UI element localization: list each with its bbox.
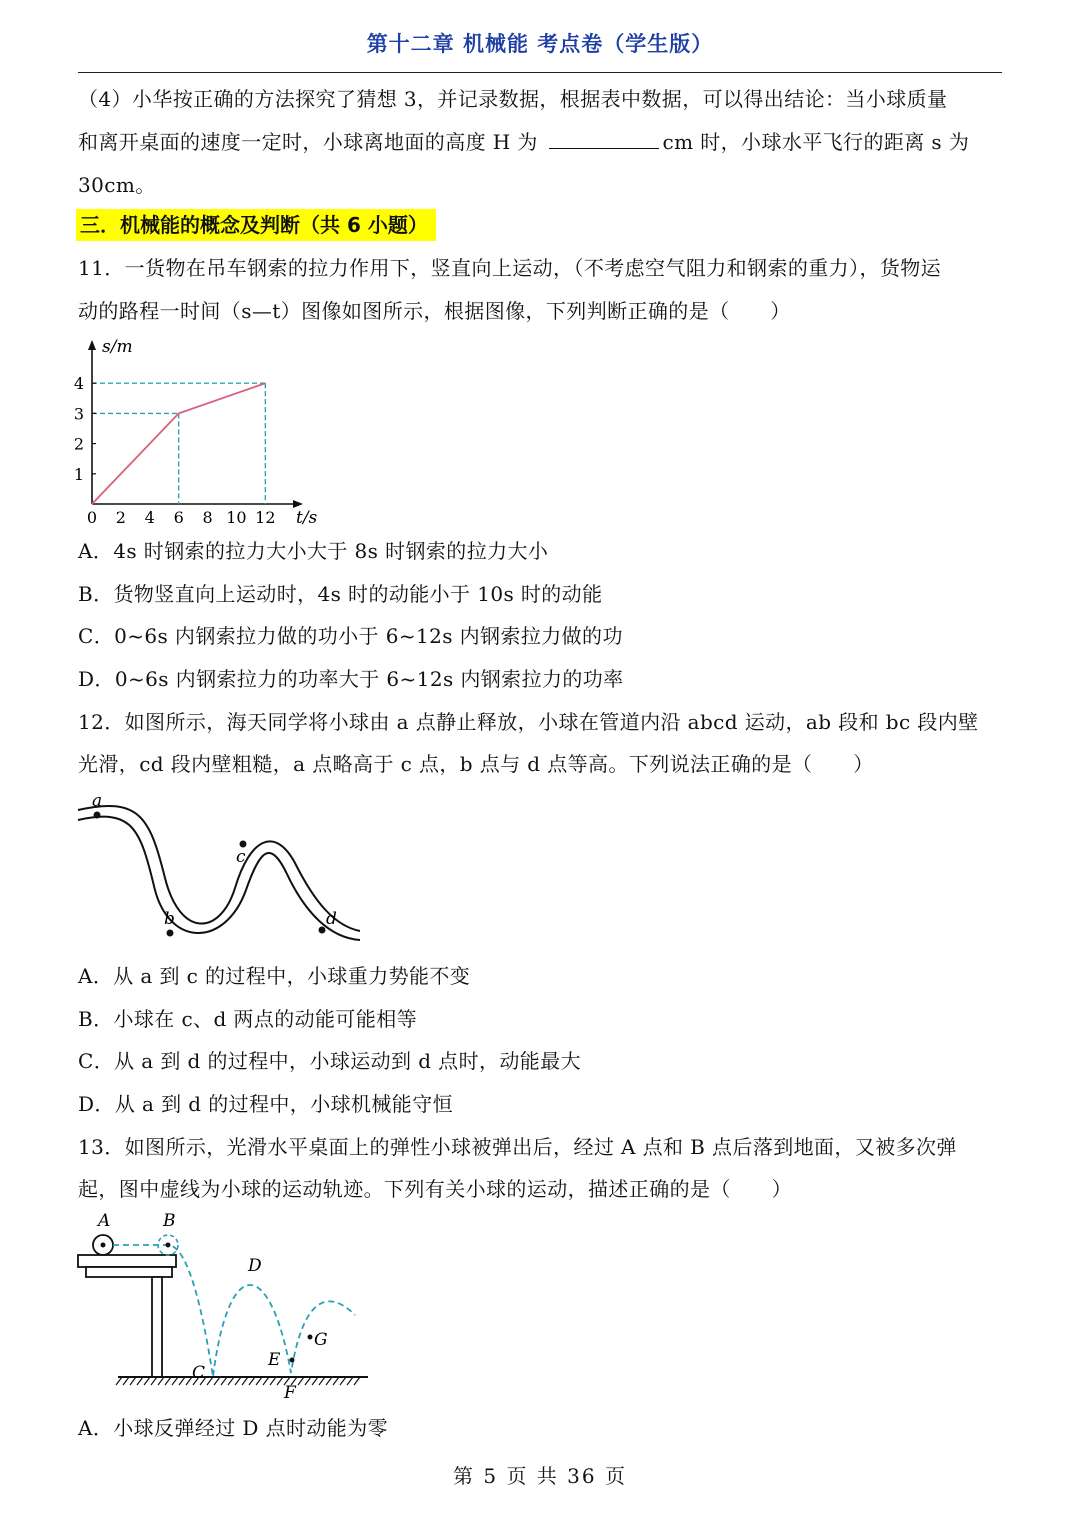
- hatch-stroke: [354, 1377, 360, 1385]
- table-top: [78, 1255, 176, 1267]
- hatch-stroke: [207, 1377, 213, 1385]
- section-3-heading: 三．机械能的概念及判断（共 6 小题）: [76, 209, 436, 241]
- hatch-stroke: [214, 1377, 220, 1385]
- hatch-stroke: [158, 1377, 164, 1385]
- hatch-stroke: [179, 1377, 185, 1385]
- hatch-stroke: [263, 1377, 269, 1385]
- label-C: C: [192, 1363, 206, 1383]
- table-ledge: [86, 1267, 172, 1277]
- hatch-stroke: [256, 1377, 262, 1385]
- point-d-dot: [319, 927, 326, 934]
- label-D: D: [248, 1256, 262, 1276]
- q10-part4-line3: 30cm。: [78, 173, 156, 197]
- q12-stem-line1: 12．如图所示，海天同学将小球由 a 点静止释放，小球在管道内沿 abcd 运动，ab 段和 bc 段内壁: [78, 710, 979, 734]
- hatch-stroke: [312, 1377, 318, 1385]
- page-footer: 第 5 页 共 36 页: [453, 1464, 627, 1488]
- x-tick-label-2: 4: [144, 508, 155, 527]
- q12-option-b[interactable]: B．小球在 c、d 两点的动能可能相等: [78, 1007, 418, 1031]
- label-a: a: [92, 791, 103, 811]
- point-b-dot: [166, 1243, 171, 1248]
- hatch-stroke: [305, 1377, 311, 1385]
- x-tick-label-0: 0: [86, 508, 98, 527]
- label-G: G: [314, 1330, 328, 1350]
- hatch-stroke: [144, 1377, 150, 1385]
- q12-option-c[interactable]: C．从 a 到 d 的过程中，小球运动到 d 点时，动能最大: [78, 1049, 581, 1073]
- hatch-stroke: [228, 1377, 234, 1385]
- q12-stem-line2: 光滑，cd 段内壁粗糙，a 点略高于 c 点，b 点与 d 点等高。下列说法正确的是（ ）: [78, 752, 874, 776]
- tube-diagram: [70, 788, 370, 948]
- tube-outer-wall: [78, 806, 360, 931]
- hatch-stroke: [116, 1377, 122, 1385]
- x-tick-label-1: 2: [115, 508, 126, 527]
- hatch-stroke: [277, 1377, 283, 1385]
- tube-inner-wall: [78, 817, 360, 940]
- q11-option-b[interactable]: B．货物竖直向上运动时，4s 时的动能小于 10s 时的动能: [78, 582, 603, 606]
- q11-stem-line2: 动的路程一时间（s—t）图像如图所示，根据图像，下列判断正确的是（ ）: [78, 299, 791, 323]
- hatch-stroke: [333, 1377, 339, 1385]
- q11-option-d[interactable]: D．0~6s 内钢索拉力的功率大于 6~12s 内钢索拉力的功率: [78, 667, 624, 691]
- x-axis-arrow: [293, 500, 303, 508]
- q10-text-after-blank: cm 时，小球水平飞行的距离 s 为: [662, 130, 970, 154]
- hatch-stroke: [242, 1377, 248, 1385]
- label-A: A: [98, 1211, 111, 1231]
- st-guides: [92, 383, 265, 504]
- x-tick-label-5: 10: [226, 508, 247, 527]
- bouncing-ball-diagram: [70, 1205, 380, 1405]
- hatch-stroke: [319, 1377, 325, 1385]
- y-tick-label-3: 4: [73, 374, 84, 394]
- q12-option-d[interactable]: D．从 a 到 d 的过程中，小球机械能守恒: [78, 1092, 453, 1116]
- ball-center-dot: [101, 1243, 106, 1248]
- point-g-dot: [308, 1335, 313, 1340]
- hatch-stroke: [165, 1377, 171, 1385]
- hatch-stroke: [137, 1377, 143, 1385]
- hatch-stroke: [123, 1377, 129, 1385]
- q11-option-c[interactable]: C．0~6s 内钢索拉力做的功小于 6~12s 内钢索拉力做的功: [78, 624, 623, 648]
- hatch-stroke: [347, 1377, 353, 1385]
- label-d: d: [326, 909, 337, 929]
- hatch-stroke: [172, 1377, 178, 1385]
- q10-part4-line2: [78, 128, 1002, 156]
- x-tick-label-3: 6: [173, 508, 184, 527]
- y-tick-label-2: 3: [73, 404, 84, 424]
- hatch-stroke: [151, 1377, 157, 1385]
- page-header-title: 第十二章 机械能 考点卷（学生版）: [366, 32, 714, 56]
- label-F: F: [284, 1383, 296, 1403]
- hatch-stroke: [235, 1377, 241, 1385]
- q11-stem-line1: 11．一货物在吊车钢索的拉力作用下，竖直向上运动，（不考虑空气阻力和钢索的重力），货物运: [78, 256, 942, 280]
- header-divider: [78, 72, 1002, 73]
- hatch-stroke: [326, 1377, 332, 1385]
- q11-option-a[interactable]: A．4s 时钢索的拉力大小大于 8s 时钢索的拉力大小: [78, 539, 549, 563]
- st-graph: [70, 332, 330, 532]
- hatch-stroke: [221, 1377, 227, 1385]
- x-axis-label: t/s: [296, 508, 318, 528]
- table-leg: [152, 1277, 162, 1377]
- label-B: B: [163, 1211, 176, 1231]
- hatch-stroke: [340, 1377, 346, 1385]
- st-axes: [88, 340, 303, 508]
- y-axis-arrow: [88, 340, 96, 350]
- q13-option-a[interactable]: A．小球反弹经过 D 点时动能为零: [78, 1416, 388, 1440]
- y-tick-label-0: 1: [73, 464, 84, 484]
- y-tick-label-1: 2: [73, 434, 84, 454]
- x-tick-label-6: 12: [255, 508, 276, 527]
- label-E: E: [268, 1350, 281, 1370]
- y-axis-label: s/m: [102, 337, 133, 357]
- point-e-dot: [290, 1358, 295, 1363]
- label-c: c: [236, 847, 246, 867]
- q10-part4-line1: （4）小华按正确的方法探究了猜想 3，并记录数据，根据表中数据，可以得出结论：当小球质量: [78, 87, 948, 111]
- q13-stem-line1: 13．如图所示，光滑水平桌面上的弹性小球被弹出后，经过 A 点和 B 点后落到地面，又被多次弹: [78, 1135, 957, 1159]
- ground-hatching: [116, 1377, 360, 1385]
- hatch-stroke: [130, 1377, 136, 1385]
- point-b-dot: [167, 930, 174, 937]
- point-a-dot: [94, 812, 101, 819]
- q12-option-a[interactable]: A．从 a 到 c 的过程中，小球重力势能不变: [78, 964, 471, 988]
- x-tick-label-4: 8: [202, 508, 213, 527]
- hatch-stroke: [270, 1377, 276, 1385]
- answer-blank[interactable]: [549, 130, 659, 149]
- q10-text-before-blank: 和离开桌面的速度一定时，小球离地面的高度 H 为: [78, 130, 545, 154]
- hatch-stroke: [298, 1377, 304, 1385]
- label-b: b: [164, 909, 175, 929]
- hatch-stroke: [249, 1377, 255, 1385]
- q13-stem-line2: 起，图中虚线为小球的运动轨迹。下列有关小球的运动，描述正确的是（ ）: [78, 1177, 792, 1201]
